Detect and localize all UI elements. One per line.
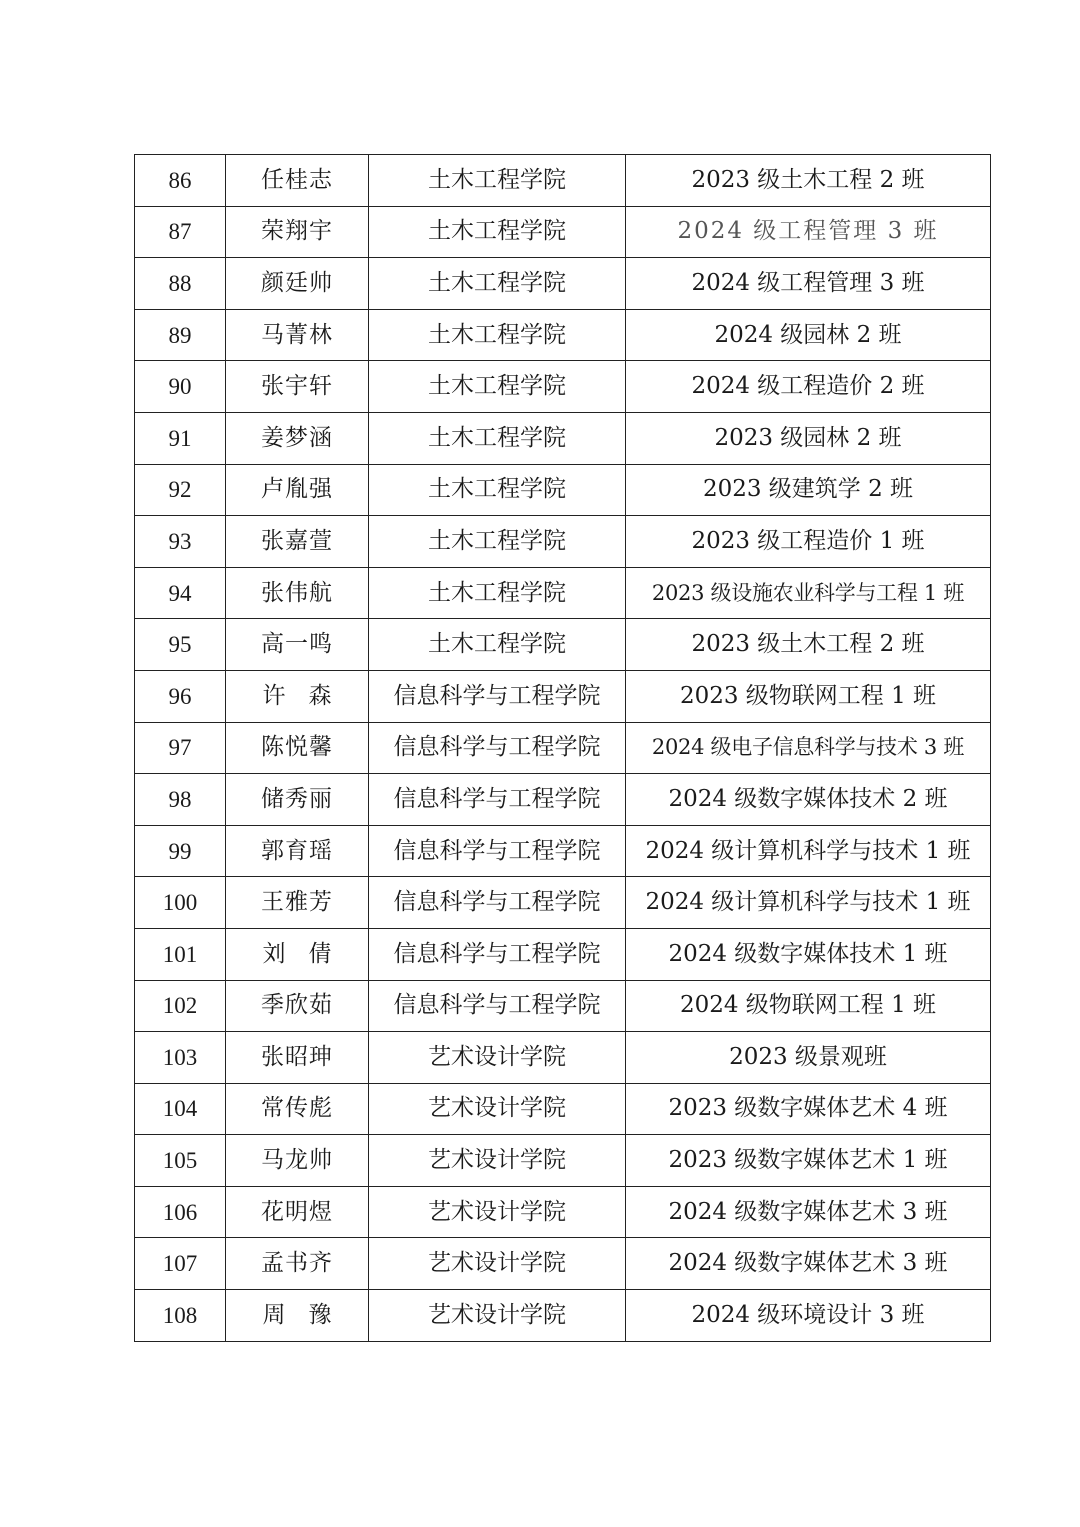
college-name: 信息科学与工程学院 [369, 928, 626, 980]
row-number: 107 [135, 1238, 226, 1290]
row-number: 98 [135, 774, 226, 826]
class-name: 2023 级设施农业科学与工程 1 班 [626, 567, 991, 619]
student-name: 张昭珅 [226, 1032, 369, 1084]
table-row [135, 1238, 991, 1290]
row-number: 108 [135, 1290, 226, 1342]
student-name: 张宇轩 [226, 361, 369, 413]
student-name: 高一鸣 [226, 619, 369, 671]
college-name: 信息科学与工程学院 [369, 980, 626, 1032]
student-name: 郭育瑶 [226, 825, 369, 877]
college-name: 土木工程学院 [369, 309, 626, 361]
student-name: 张伟航 [226, 567, 369, 619]
college-name: 土木工程学院 [369, 516, 626, 568]
class-name: 2023 级数字媒体艺术 4 班 [626, 1083, 991, 1135]
class-name: 2024 级数字媒体艺术 3 班 [626, 1238, 991, 1290]
college-name: 土木工程学院 [369, 155, 626, 207]
college-name: 土木工程学院 [369, 619, 626, 671]
table-row [135, 516, 991, 568]
table-row [135, 1083, 991, 1135]
student-name: 卢胤强 [226, 464, 369, 516]
college-name: 土木工程学院 [369, 206, 626, 258]
class-name: 2024 级园林 2 班 [626, 309, 991, 361]
college-name: 信息科学与工程学院 [369, 774, 626, 826]
class-name: 2023 级建筑学 2 班 [626, 464, 991, 516]
college-name: 艺术设计学院 [369, 1135, 626, 1187]
class-name: 2024 级工程造价 2 班 [626, 361, 991, 413]
class-name: 2023 级园林 2 班 [626, 412, 991, 464]
roster-table-body [135, 155, 991, 1342]
college-name: 信息科学与工程学院 [369, 670, 626, 722]
student-name: 刘 倩 [226, 928, 369, 980]
student-name: 季欣茹 [226, 980, 369, 1032]
table-row [135, 619, 991, 671]
row-number: 94 [135, 567, 226, 619]
row-number: 96 [135, 670, 226, 722]
table-row [135, 1135, 991, 1187]
class-name: 2023 级物联网工程 1 班 [626, 670, 991, 722]
student-name: 张嘉萱 [226, 516, 369, 568]
class-name: 2024 级工程管理 3 班 [626, 258, 991, 310]
table-row [135, 361, 991, 413]
table-row [135, 1186, 991, 1238]
table-row [135, 567, 991, 619]
row-number: 93 [135, 516, 226, 568]
class-name: 2024 级物联网工程 1 班 [626, 980, 991, 1032]
student-name: 马龙帅 [226, 1135, 369, 1187]
class-name: 2023 级工程造价 1 班 [626, 516, 991, 568]
table-row [135, 670, 991, 722]
table-row [135, 206, 991, 258]
table-row [135, 464, 991, 516]
college-name: 艺术设计学院 [369, 1238, 626, 1290]
college-name: 信息科学与工程学院 [369, 825, 626, 877]
class-name: 2024 级环境设计 3 班 [626, 1290, 991, 1342]
class-name: 2023 级数字媒体艺术 1 班 [626, 1135, 991, 1187]
row-number: 104 [135, 1083, 226, 1135]
college-name: 土木工程学院 [369, 567, 626, 619]
student-name: 储秀丽 [226, 774, 369, 826]
class-name: 2024 级数字媒体艺术 3 班 [626, 1186, 991, 1238]
table-row [135, 722, 991, 774]
row-number: 101 [135, 928, 226, 980]
college-name: 艺术设计学院 [369, 1186, 626, 1238]
table-row [135, 877, 991, 929]
college-name: 艺术设计学院 [369, 1083, 626, 1135]
college-name: 信息科学与工程学院 [369, 722, 626, 774]
student-name: 颜廷帅 [226, 258, 369, 310]
college-name: 艺术设计学院 [369, 1290, 626, 1342]
row-number: 91 [135, 412, 226, 464]
student-name: 马菁林 [226, 309, 369, 361]
class-name: 2024 级计算机科学与技术 1 班 [626, 877, 991, 929]
table-row [135, 1290, 991, 1342]
row-number: 89 [135, 309, 226, 361]
class-name: 2023 级土木工程 2 班 [626, 155, 991, 207]
table-row [135, 928, 991, 980]
student-name: 荣翔宇 [226, 206, 369, 258]
row-number: 90 [135, 361, 226, 413]
college-name: 信息科学与工程学院 [369, 877, 626, 929]
row-number: 100 [135, 877, 226, 929]
student-name: 许 森 [226, 670, 369, 722]
table-row [135, 155, 991, 207]
class-name: 2024 级数字媒体技术 2 班 [626, 774, 991, 826]
roster-table [134, 154, 991, 1342]
row-number: 87 [135, 206, 226, 258]
class-name: 2024 级计算机科学与技术 1 班 [626, 825, 991, 877]
class-name: 2024 级电子信息科学与技术 3 班 [626, 722, 991, 774]
student-name: 王雅芳 [226, 877, 369, 929]
college-name: 土木工程学院 [369, 464, 626, 516]
student-name: 花明煜 [226, 1186, 369, 1238]
student-name: 姜梦涵 [226, 412, 369, 464]
table-row [135, 1032, 991, 1084]
student-name: 孟书齐 [226, 1238, 369, 1290]
row-number: 95 [135, 619, 226, 671]
row-number: 99 [135, 825, 226, 877]
class-name: 2023 级土木工程 2 班 [626, 619, 991, 671]
row-number: 106 [135, 1186, 226, 1238]
table-row [135, 258, 991, 310]
table-row [135, 412, 991, 464]
class-name: 2024 级数字媒体技术 1 班 [626, 928, 991, 980]
student-name: 任桂志 [226, 155, 369, 207]
student-name: 陈悦馨 [226, 722, 369, 774]
college-name: 土木工程学院 [369, 361, 626, 413]
student-name: 常传彪 [226, 1083, 369, 1135]
table-row [135, 825, 991, 877]
class-name: 2023 级景观班 [626, 1032, 991, 1084]
row-number: 105 [135, 1135, 226, 1187]
college-name: 土木工程学院 [369, 412, 626, 464]
table-row [135, 309, 991, 361]
table-row [135, 774, 991, 826]
class-name: 2024 级工程管理 3 班 [626, 206, 991, 258]
table-row [135, 980, 991, 1032]
row-number: 92 [135, 464, 226, 516]
row-number: 97 [135, 722, 226, 774]
row-number: 86 [135, 155, 226, 207]
college-name: 艺术设计学院 [369, 1032, 626, 1084]
row-number: 102 [135, 980, 226, 1032]
student-name: 周 豫 [226, 1290, 369, 1342]
row-number: 103 [135, 1032, 226, 1084]
college-name: 土木工程学院 [369, 258, 626, 310]
row-number: 88 [135, 258, 226, 310]
